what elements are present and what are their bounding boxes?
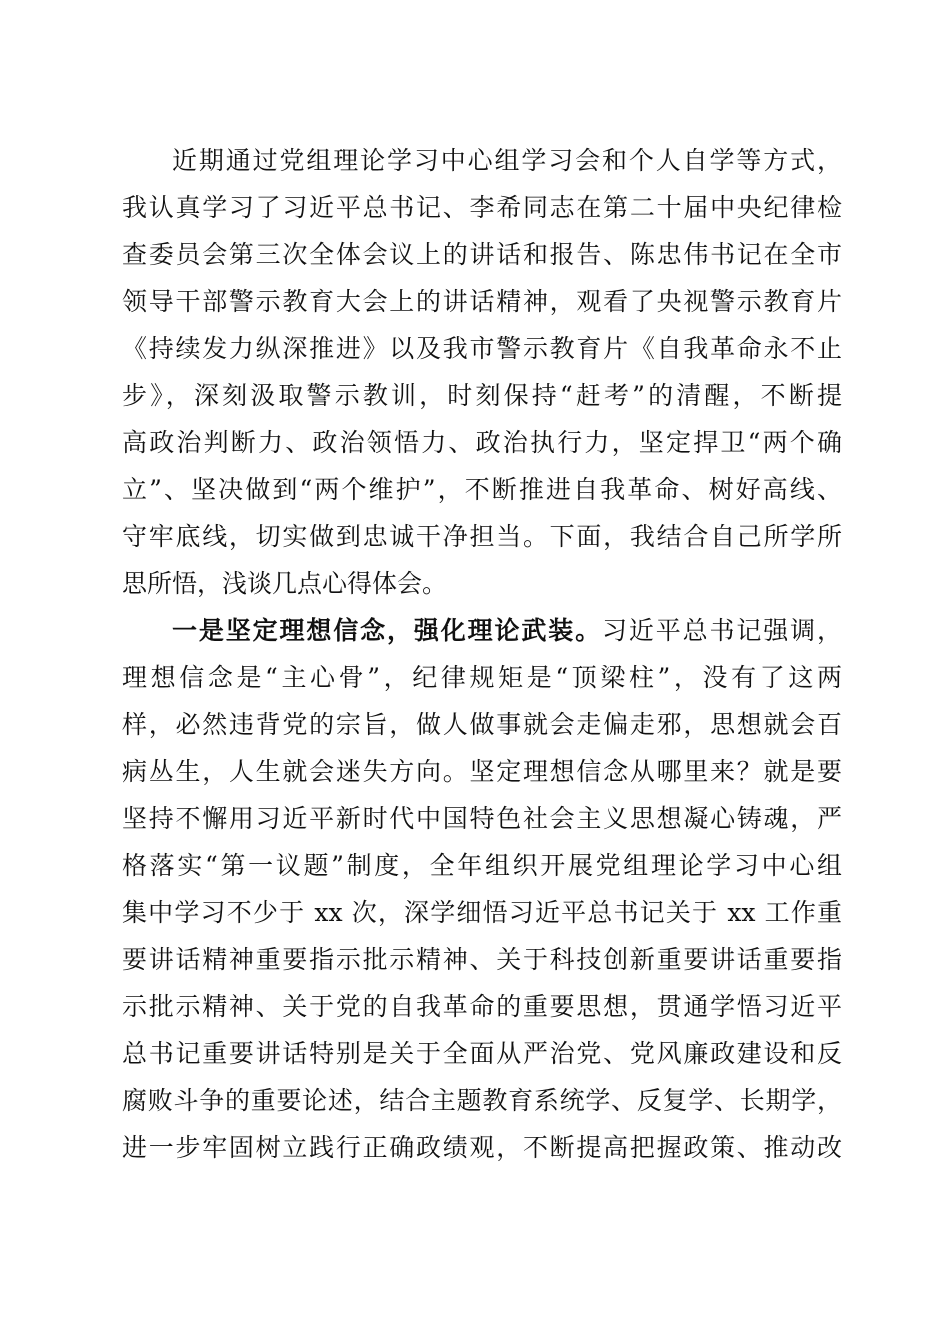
text-line: 格落实“第一议题”制度，全年组织开展党组理论学习中心组 (122, 851, 842, 880)
text-line: 立”、坚决做到“两个维护”，不断推进自我革命、树好高线、 (122, 475, 842, 504)
document-body (122, 137, 842, 1171)
text-line: 总书记重要讲话特别是关于全面从严治党、党风廉政建设和反 (122, 1039, 842, 1068)
text-line: 近期通过党组理论学习中心组学习会和个人自学等方式， (172, 146, 842, 175)
text-line: 步》，深刻汲取警示教训，时刻保持“赶考”的清醒，不断提 (122, 381, 842, 410)
text-line: 病丛生，人生就会迷失方向。坚定理想信念从哪里来？就是要 (122, 757, 842, 786)
lead-continuation: 习近平总书记强调， (601, 616, 842, 645)
text-line: 腐败斗争的重要论述，结合主题教育系统学、反复学、长期学， (122, 1086, 842, 1115)
bold-lead-heading: 一是坚定理想信念，强化理论武装。 (172, 616, 602, 645)
text-line: 查委员会第三次全体会议上的讲话和报告、陈忠伟书记在全市 (122, 240, 842, 269)
text-line: 思所悟，浅谈几点心得体会。 (122, 569, 448, 598)
text-line-lead (122, 607, 842, 654)
text-line: 集中学习不少于 xx 次，深学细悟习近平总书记关于 xx 工作重 (122, 898, 842, 927)
text-line: 高政治判断力、政治领悟力、政治执行力，坚定捍卫“两个确 (122, 428, 842, 457)
paragraph-point-one (122, 607, 842, 1171)
text-line: 理想信念是“主心骨”，纪律规矩是“顶梁柱”，没有了这两 (122, 663, 842, 692)
text-line: 领导干部警示教育大会上的讲话精神，观看了央视警示教育片 (122, 287, 842, 316)
text-line: 我认真学习了习近平总书记、李希同志在第二十届中央纪律检 (122, 193, 842, 222)
text-line: 守牢底线，切实做到忠诚干净担当。下面，我结合自己所学所 (122, 522, 842, 551)
text-line: 坚持不懈用习近平新时代中国特色社会主义思想凝心铸魂，严 (122, 804, 842, 833)
paragraph-intro (122, 137, 842, 607)
text-line: 示批示精神、关于党的自我革命的重要思想，贯通学悟习近平 (122, 992, 842, 1021)
text-line: 要讲话精神重要指示批示精神、关于科技创新重要讲话重要指 (122, 945, 842, 974)
text-line: 进一步牢固树立践行正确政绩观，不断提高把握政策、推动改 (122, 1133, 842, 1162)
text-line: 《持续发力纵深推进》以及我市警示教育片《自我革命永不止 (122, 334, 842, 363)
text-line: 样，必然违背党的宗旨，做人做事就会走偏走邪，思想就会百 (122, 710, 842, 739)
